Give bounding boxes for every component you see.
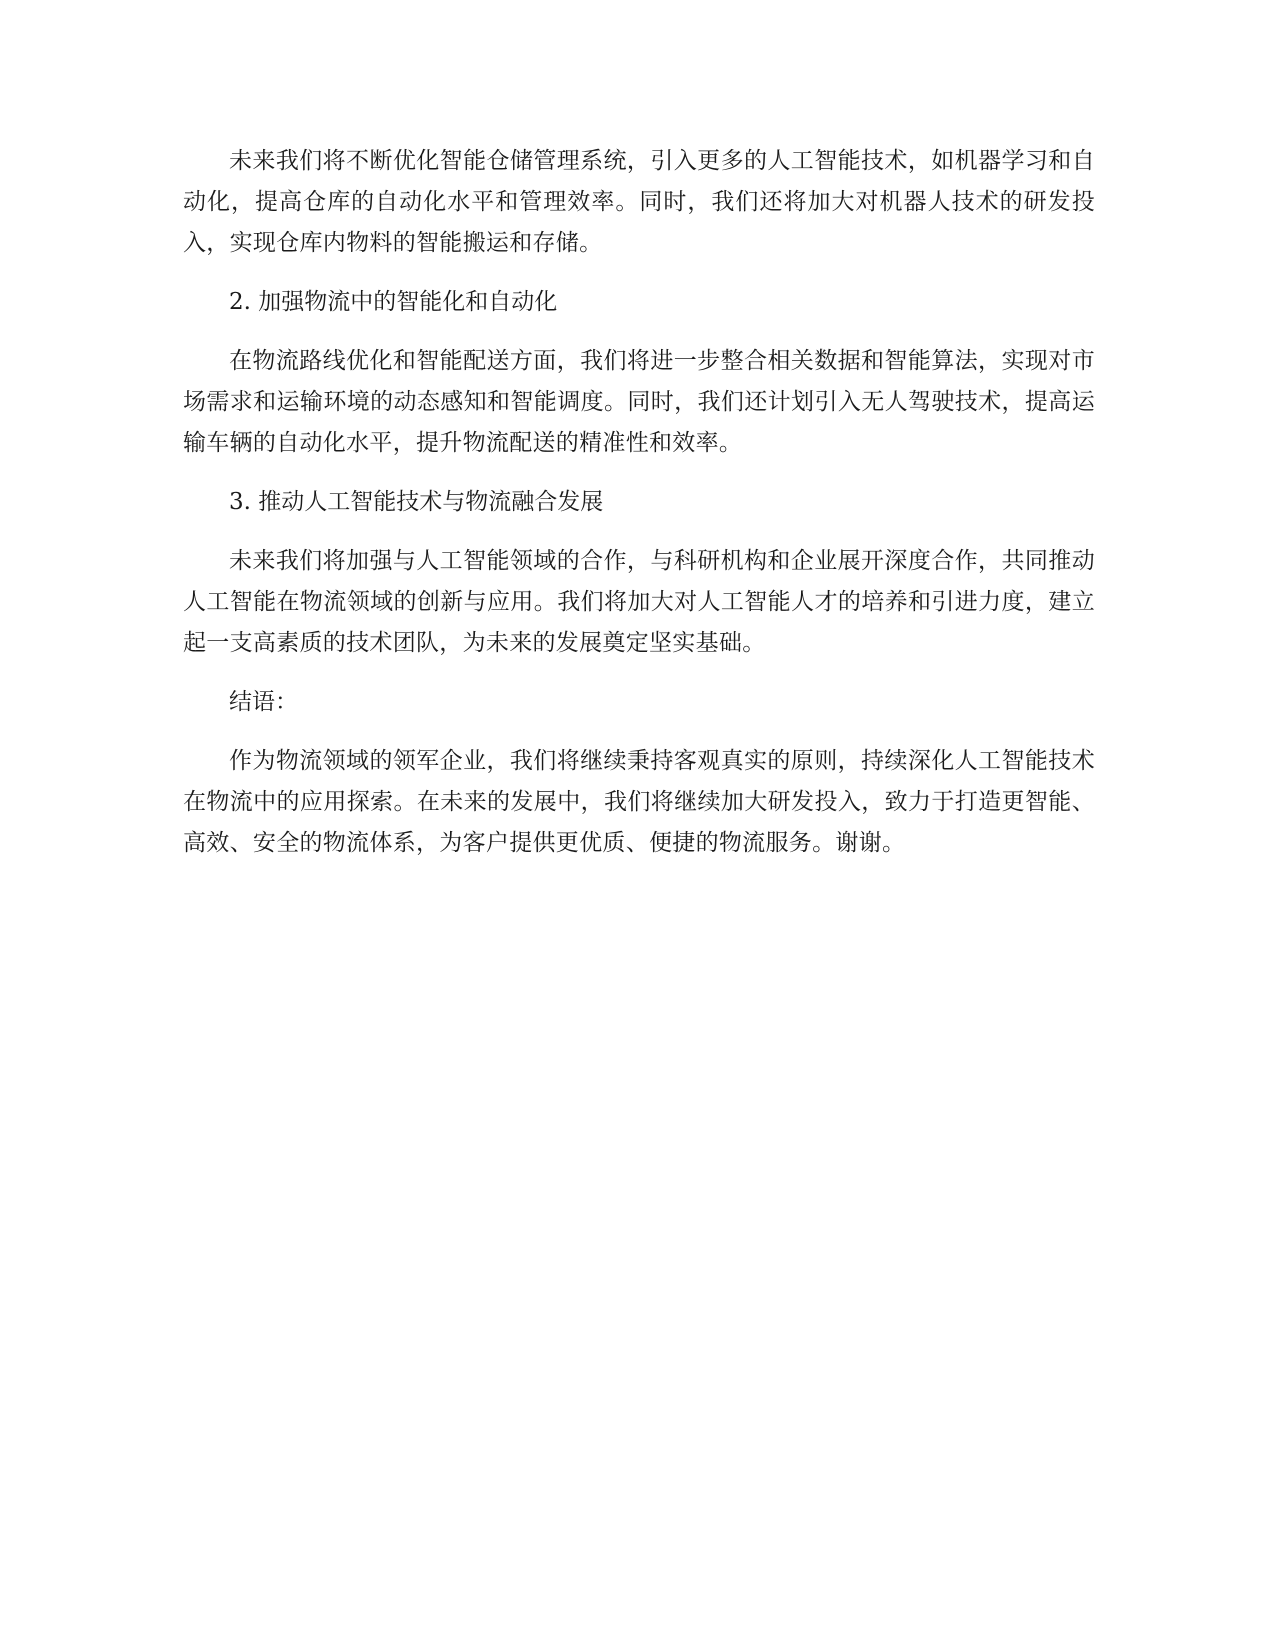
section-heading-3: 3. 推动人工智能技术与物流融合发展: [229, 489, 604, 515]
section-heading-2: 2. 加强物流中的智能化和自动化: [229, 289, 558, 315]
document-body: [183, 141, 1095, 882]
paragraph-ai-cooperation: 未来我们将加强与人工智能领域的合作，与科研机构和企业展开深度合作，共同推动人工智能在物流领域的创新与应用。我们将加大对人工智能人才的培养和引进力度，建立起一支高素质的技术团队，为未来的发展奠定坚实基础。: [183, 548, 1095, 656]
paragraph-warehouse: 未来我们将不断优化智能仓储管理系统，引入更多的人工智能技术，如机器学习和自动化，提高仓库的自动化水平和管理效率。同时，我们还将加大对机器人技术的研发投入，实现仓库内物料的智能搬运和存储。: [183, 148, 1095, 256]
paragraph-conclusion: 作为物流领域的领军企业，我们将继续秉持客观真实的原则，持续深化人工智能技术在物流中的应用探索。在未来的发展中，我们将继续加大研发投入，致力于打造更智能、高效、安全的物流体系，为客户提供更优质、便捷的物流服务。谢谢。: [183, 748, 1095, 856]
conclusion-heading: 结语：: [229, 689, 298, 715]
paragraph-logistics: 在物流路线优化和智能配送方面，我们将进一步整合相关数据和智能算法，实现对市场需求和运输环境的动态感知和智能调度。同时，我们还计划引入无人驾驶技术，提高运输车辆的自动化水平，提升物流配送的精准性和效率。: [183, 348, 1095, 456]
